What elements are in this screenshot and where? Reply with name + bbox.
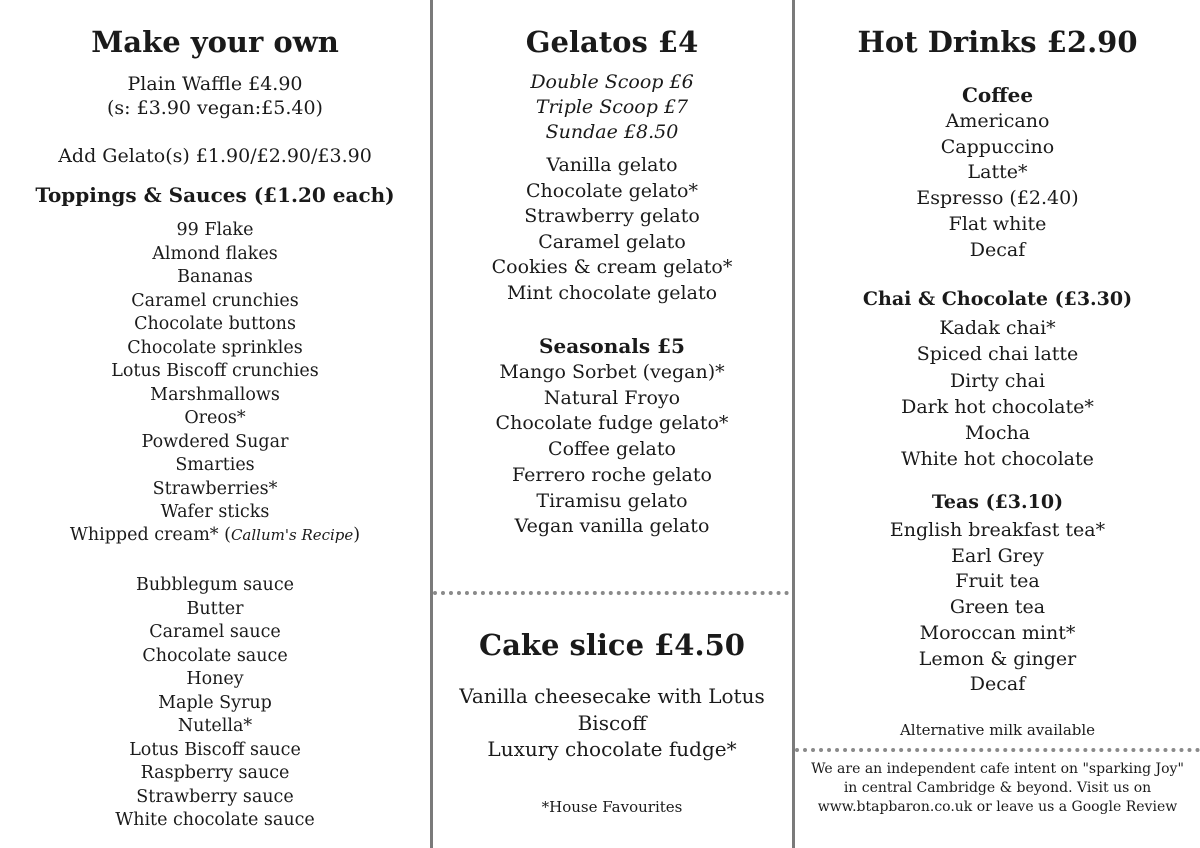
seasonal-item: Natural Froyo — [543, 386, 681, 409]
tea-item: Lemon & ginger — [918, 647, 1077, 670]
gelato-option-item: Triple Scoop £7 — [535, 96, 689, 118]
chai-chocolate-list — [795, 315, 1200, 473]
sauce-item: Honey — [186, 669, 244, 689]
house-favourites-footnote: *House Favourites — [541, 798, 683, 816]
gelato-options — [433, 70, 791, 145]
coffee-heading: Coffee — [961, 83, 1034, 107]
sauce-item: Maple Syrup — [158, 692, 272, 713]
coffee-item: Flat white — [948, 212, 1047, 235]
sauce-item: Strawberry sauce — [136, 786, 294, 807]
teas-list — [795, 518, 1200, 698]
topping-item: Lotus Biscoff crunchies — [111, 361, 319, 381]
tea-item: Decaf — [969, 673, 1026, 696]
gelato-option-item: Double Scoop £6 — [530, 71, 694, 93]
gelato-flavour-item: Strawberry gelato — [524, 205, 700, 227]
tea-item: Fruit tea — [955, 570, 1040, 593]
topping-item: Powdered Sugar — [141, 431, 289, 452]
whipped-cream-close: ) — [353, 525, 361, 545]
topping-item: Wafer sticks — [160, 502, 270, 522]
tea-item: Earl Grey — [951, 544, 1044, 567]
plain-waffle-price: Plain Waffle £4.90 — [127, 73, 303, 95]
chai-chocolate-item: Dirty chai — [949, 369, 1046, 392]
topping-item: Smarties — [175, 455, 255, 475]
sauce-item: Bubblegum sauce — [136, 575, 294, 595]
gelato-flavour-item: Vanilla gelato — [546, 154, 678, 176]
gelatos-column — [433, 0, 791, 848]
sauce-item: Caramel sauce — [149, 622, 281, 642]
topping-item: Bananas — [177, 267, 253, 287]
tea-item: Green tea — [949, 596, 1046, 619]
topping-item: 99 Flake — [176, 220, 254, 240]
sauce-item: Butter — [186, 598, 244, 619]
sauce-item: Chocolate sauce — [142, 645, 288, 666]
coffee-item: Espresso (£2.40) — [916, 187, 1079, 210]
cake-slice-title: Cake slice £4.50 — [479, 628, 745, 662]
make-your-own-column — [0, 0, 430, 848]
seasonal-item: Coffee gelato — [548, 438, 676, 461]
chai-chocolate-item: Dark hot chocolate* — [901, 395, 1094, 418]
about-line: We are an independent cafe intent on "sparking Joy" — [811, 761, 1184, 777]
tea-item: English breakfast tea* — [889, 519, 1106, 541]
seasonal-item: Chocolate fudge gelato* — [495, 412, 729, 435]
sauces-list — [0, 574, 430, 833]
topping-item: Caramel crunchies — [131, 290, 299, 311]
add-gelato-price: Add Gelato(s) £1.90/£2.90/£3.90 — [58, 145, 372, 167]
waffle-variant-prices: (s: £3.90 vegan:£5.40) — [107, 97, 323, 119]
seasonal-item: Ferrero roche gelato — [512, 463, 712, 486]
topping-item: Oreos* — [184, 408, 246, 428]
coffee-item: Latte* — [967, 161, 1028, 184]
cakes-list — [433, 683, 791, 763]
toppings-list — [0, 219, 430, 525]
gelato-flavour-item: Chocolate gelato* — [525, 179, 698, 202]
chai-chocolate-item: Mocha — [964, 422, 1031, 445]
about-line: in central Cambridge & beyond. Visit us on — [843, 780, 1152, 796]
make-your-own-title: Make your own — [91, 25, 339, 59]
gelato-option-item: Sundae £8.50 — [545, 121, 679, 143]
topping-item: Chocolate buttons — [134, 314, 296, 334]
waffle-prices — [0, 72, 430, 120]
topping-item: Almond flakes — [152, 243, 278, 264]
seasonal-item: Mango Sorbet (vegan)* — [499, 361, 725, 383]
cake-item: Biscoff — [577, 710, 647, 735]
coffee-list — [795, 109, 1200, 263]
coffee-item: Americano — [945, 110, 1050, 132]
topping-item: Marshmallows — [150, 384, 280, 405]
coffee-item: Cappuccino — [940, 135, 1055, 158]
hot-drinks-title: Hot Drinks £2.90 — [857, 25, 1138, 59]
seasonal-item: Vegan vanilla gelato — [514, 515, 710, 538]
seasonal-item: Tiramisu gelato — [536, 489, 688, 512]
toppings-heading: Toppings & Sauces (£1.20 each) — [35, 183, 395, 207]
topping-item: Chocolate sprinkles — [127, 337, 303, 358]
sauce-item: Lotus Biscoff sauce — [129, 739, 301, 760]
cake-item: Vanilla cheesecake with Lotus — [459, 684, 765, 708]
gelato-flavour-item: Caramel gelato — [538, 230, 686, 253]
callums-recipe-note: Callum's Recipe — [230, 526, 354, 544]
chai-chocolate-item: Spiced chai latte — [916, 343, 1079, 366]
chai-chocolate-item: Kadak chai* — [939, 317, 1056, 339]
seasonals-heading: Seasonals £5 — [539, 334, 685, 358]
chai-chocolate-item: White hot chocolate — [901, 448, 1094, 471]
sauce-item: Raspberry sauce — [140, 763, 290, 783]
gelatos-title: Gelatos £4 — [525, 25, 699, 59]
sauce-item: White chocolate sauce — [115, 810, 315, 830]
chai-chocolate-heading: Chai & Chocolate (£3.30) — [862, 288, 1133, 310]
alternative-milk-note: Alternative milk available — [899, 721, 1096, 739]
tea-item: Moroccan mint* — [919, 621, 1076, 644]
seasonals-list — [433, 360, 791, 540]
whipped-cream-label: Whipped cream* ( — [69, 525, 231, 545]
sauce-item: Nutella* — [177, 716, 253, 736]
teas-heading: Teas (£3.10) — [931, 491, 1064, 513]
cake-item: Luxury chocolate fudge* — [487, 737, 737, 761]
gelato-flavours — [433, 153, 791, 306]
about-cafe-text — [795, 760, 1200, 817]
gelato-flavour-item: Mint chocolate gelato — [506, 281, 718, 304]
coffee-item: Decaf — [969, 238, 1026, 261]
whipped-cream-item — [0, 524, 430, 548]
hot-drinks-column — [795, 0, 1200, 848]
topping-item: Strawberries* — [152, 478, 278, 499]
gelato-flavour-item: Cookies & cream gelato* — [491, 256, 733, 278]
about-line: www.btapbaron.co.uk or leave us a Google Review — [817, 799, 1178, 815]
